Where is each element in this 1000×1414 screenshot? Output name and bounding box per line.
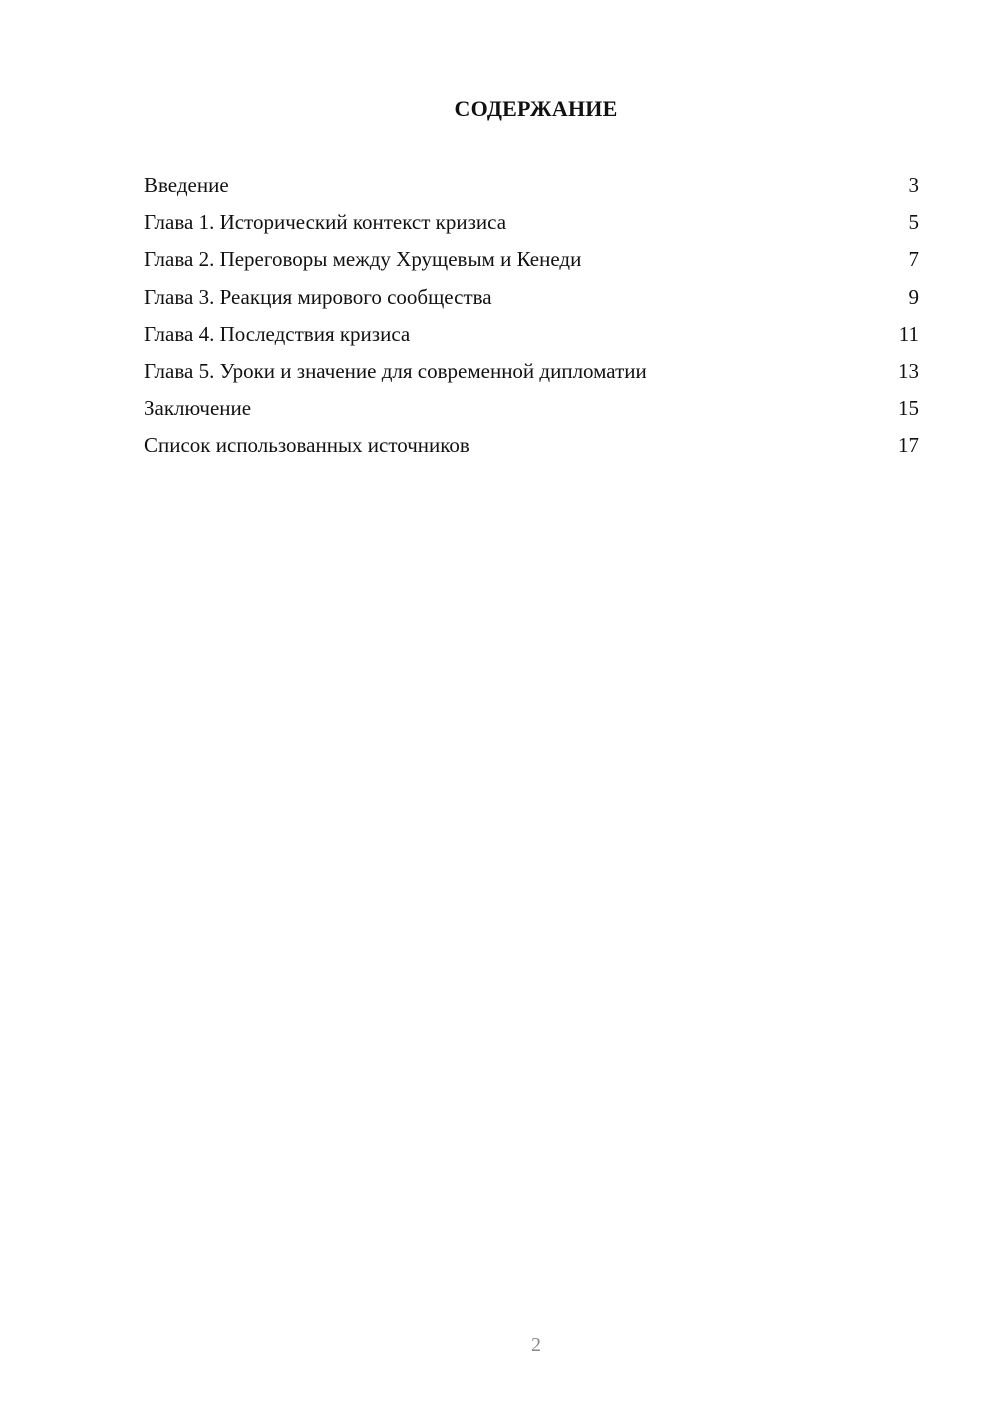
toc-item-label: Глава 1. Исторический контекст кризиса (144, 210, 507, 235)
toc-item-page: 11 (898, 321, 919, 346)
toc-item-page: 13 (898, 358, 919, 383)
toc-item-chapter-1 (144, 207, 919, 244)
page-number: 2 (531, 1334, 541, 1356)
toc-item-label: Глава 4. Последствия кризиса (144, 321, 411, 346)
toc-item-page: 9 (908, 284, 919, 309)
toc-item-page: 17 (898, 433, 919, 458)
toc-item-label: Введение (144, 173, 229, 197)
toc-item-page: 7 (908, 247, 919, 272)
toc-item-conclusion (144, 393, 919, 430)
page-title: СОДЕРЖАНИЕ (454, 96, 618, 121)
toc-item-chapter-4 (144, 319, 919, 356)
toc-item-label: Глава 2. Переговоры между Хрущевым и Кенеди (144, 247, 582, 272)
toc-item-page: 15 (898, 396, 919, 421)
toc-item-chapter-2 (144, 244, 919, 281)
table-of-contents (144, 170, 919, 468)
toc-item-chapter-5 (144, 356, 919, 393)
toc-item-introduction (144, 170, 919, 207)
toc-item-label: Глава 3. Реакция мирового сообщества (144, 284, 492, 309)
toc-item-label: Список использованных источников (144, 433, 470, 458)
toc-item-chapter-3 (144, 282, 919, 319)
toc-item-page: 3 (908, 173, 919, 197)
toc-item-references (144, 430, 919, 467)
toc-item-page: 5 (908, 210, 919, 235)
toc-item-label: Глава 5. Уроки и значение для современной дипломатии (144, 358, 647, 383)
toc-item-label: Заключение (144, 396, 252, 421)
